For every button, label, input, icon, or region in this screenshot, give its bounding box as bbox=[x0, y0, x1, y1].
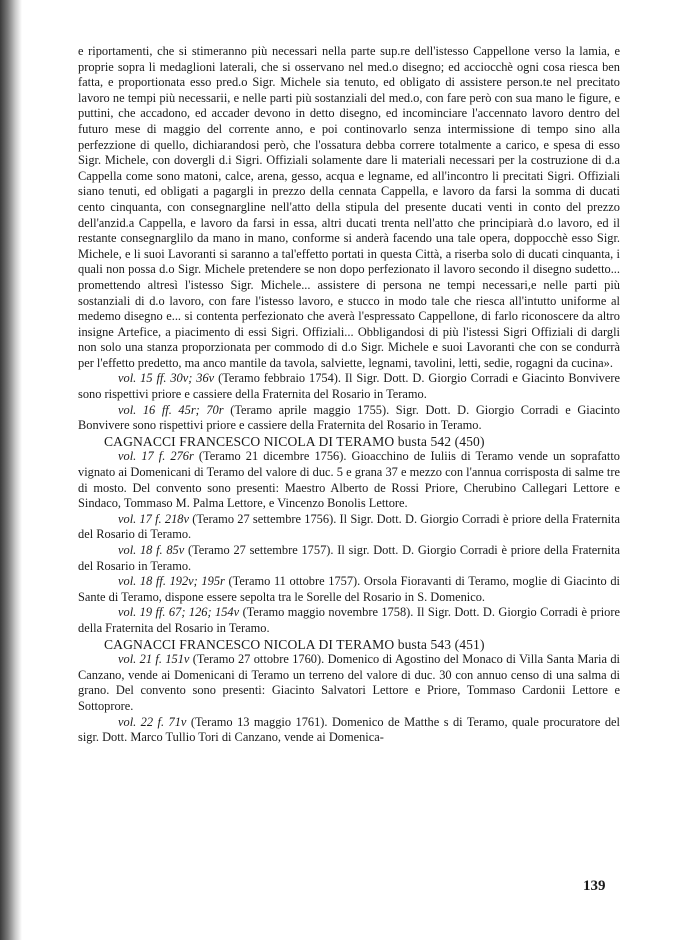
book-spine-shadow bbox=[0, 0, 22, 940]
entry-text: (Teramo febbraio 1754). Il Sigr. Dott. D. Giorgio Corradi e Giacinto Bonvivere sono rispettivi priore e cassiere della Fraternita del Rosario in Teramo. bbox=[78, 371, 620, 402]
entry-ref: vol. 17 f. 276r bbox=[118, 449, 194, 464]
entry-text: (Teramo 27 settembre 1757). Il sigr. Dott. D. Giorgio Corradi è priore della Fraternita del Rosario in Teramo. bbox=[78, 543, 620, 573]
entry-b-0 bbox=[78, 449, 620, 511]
entry-text: (Teramo 13 maggio 1761). Domenico de Matthe s di Teramo, quale procuratore del sigr. Dott. Marco Tullio Tori di Canzano, vende ai Domenica- bbox=[78, 714, 620, 745]
entry-ref: vol. 19 ff. 67; 126; 154v bbox=[118, 605, 240, 620]
entry-c-1 bbox=[78, 715, 620, 746]
section-title-busta-542: CAGNACCI FRANCESCO NICOLA DI TERAMO busta 542 (450) bbox=[104, 433, 485, 449]
entry-a-0 bbox=[78, 371, 620, 402]
entry-text: (Teramo maggio novembre 1758). Il Sigr. Dott. D. Giorgio Corradi è priore della Fraternita del Rosario in Teramo. bbox=[78, 605, 620, 635]
entry-b-3 bbox=[78, 574, 620, 605]
page-number: 139 bbox=[583, 878, 606, 894]
entry-ref: vol. 16 ff. 45r; 70r bbox=[118, 402, 224, 417]
entry-b-2 bbox=[78, 543, 620, 574]
entry-ref: vol. 18 f. 85v bbox=[118, 543, 185, 557]
entry-ref: vol. 15 ff. 30v; 36v bbox=[118, 371, 215, 386]
entry-ref: vol. 22 f. 71v bbox=[118, 714, 187, 729]
entry-text: (Teramo aprile maggio 1755). Sigr. Dott. D. Giorgio Corradi e Giacinto Bonvivere sono rispettivi priore e cassiere della Fraternita del Rosario in Teramo. bbox=[78, 402, 620, 433]
entry-ref: vol. 17 f. 218v bbox=[118, 511, 189, 526]
entry-text: (Teramo 11 ottobre 1757). Orsola Fioravanti di Teramo, moglie di Giacinto di Sante di Teramo, dispone essere sepolta tra le Sorelle del Rosario in S. Domenico. bbox=[78, 574, 620, 604]
entry-text: (Teramo 27 ottobre 1760). Domenico di Agostino del Monaco di Villa Santa Maria di Canzano, vende ai Domenicani di Teramo un terreno del valore di duc. 30 con annuo censo di una salma di grano. Del convento sono presenti: Giacinto Salvatori Lettore e Priore, Tommaso Cardonii Lettore e Sottoprore. bbox=[78, 652, 620, 713]
document-page bbox=[78, 44, 620, 746]
entry-ref: vol. 18 ff. 192v; 195r bbox=[118, 574, 225, 589]
entry-c-0 bbox=[78, 652, 620, 714]
entry-ref: vol. 21 f. 151v bbox=[118, 652, 190, 667]
entry-b-4 bbox=[78, 605, 620, 636]
intro-paragraph: e riportamenti, che si stimeranno più necessari nella parte sup.re dell'istesso Cappellone verso la lamia, e proprie sopra li medaglioni laterali, che si osservano nel med.o disegno; ed acciocchè ogni cosa riesca ben fatta, e proportionata esso pred.o Sigr. Michele sia tenuto, ed obligato di assistere person.te nel precitato lavoro ne tempi più necessarii, e nelle parti più sostanziali del med.o, con fare però con sua mano le figure, e puttini, che accadono, ed accader devono in detto disegno, ed incominciare l'accennato lavoro dentro del futuro mese di maggio del corrente anno, e poi continovarlo senza intermissione di tempo sino alla perfezzione di quello, dichiarandosi però, che l'ossatura debba correre totalmente a carico, e spesa di esso Sigr. Michele, con dovergli d.i Sigri. Offiziali solamente dare li materiali necessari per la costruzione di d.a Cappella come sono matoni, calce, arena, gesso, acqua e legname, ed all'incontro li precitati Sigri. Offiziali siano tenuti, ed obligati a pagargli in prezzo della cennata Cappella, e lavoro da farsi la somma di ducati cento cinquanta, con consegnargline nell'atto della stipula del presente ducati venti in conto del prezzo dell'anzid.a Cappella, e lavoro da farsi in essa, altri ducati trenta nell'atto che principiarà d.o lavoro, ed il restante consegnarglilo da mano in mano, conforme si anderà facendo una tale opera, doppocchè esso Sigr. Michele, e li suoi Lavoranti si saranno a tal'effetto portati in questa Città, a riserba solo di ducati cinquanta, i quali non possa d.o Sigr. Michele pretendere se non dopo perfezionato il lavoro secondo il disegno sudetto... promettendo altresì l'istesso Sigr. Michele... assistere di persona ne tempi necessari,e nelle parti più sostanziali di d.o lavoro, con fare l'istesso lavoro, e stucco in modo tale che riesca all'intutto uniforme al medemo disegno e... si contenta perfezionato che averà l'espressato Cappellone, di farlo riconoscere da altro insigne Artefice, a piacimento di essi Sigri. Offiziali... Obbligandosi di più l'istessi Sigri Offiziali di dargli non solo una stanza proporzionata per commodo di d.o Sigr. Michele e suoi Lavoranti che con se condurrà per l'effetto predetto, ma anco mantile da tavola, salviette, legnami, tavolini, letti, sedie, rogagni da cucina». bbox=[78, 44, 620, 370]
section-title-busta-543: CAGNACCI FRANCESCO NICOLA DI TERAMO busta 543 (451) bbox=[104, 636, 485, 652]
entry-text: (Teramo 27 settembre 1756). Il Sigr. Dott. D. Giorgio Corradi è priore della Fraternita del Rosario di Teramo. bbox=[78, 511, 621, 542]
entry-a-1 bbox=[78, 403, 620, 434]
entry-b-1 bbox=[78, 512, 620, 543]
entry-text: (Teramo 21 dicembre 1756). Gioacchino de Iuliis di Teramo vende un soprafatto vignato ai Domenicani di Teramo del valore di duc. 5 e grana 37 e mezzo con l'annua corrisposta di salme tre di mosto. Del convento sono presenti: Maestro Alberto de Rossi Priore, Cherubino Callegari Lettore e Sindaco, Tommaso M. Palma Lettore, e Vincenzo Bonolis Lettore. bbox=[78, 449, 620, 511]
